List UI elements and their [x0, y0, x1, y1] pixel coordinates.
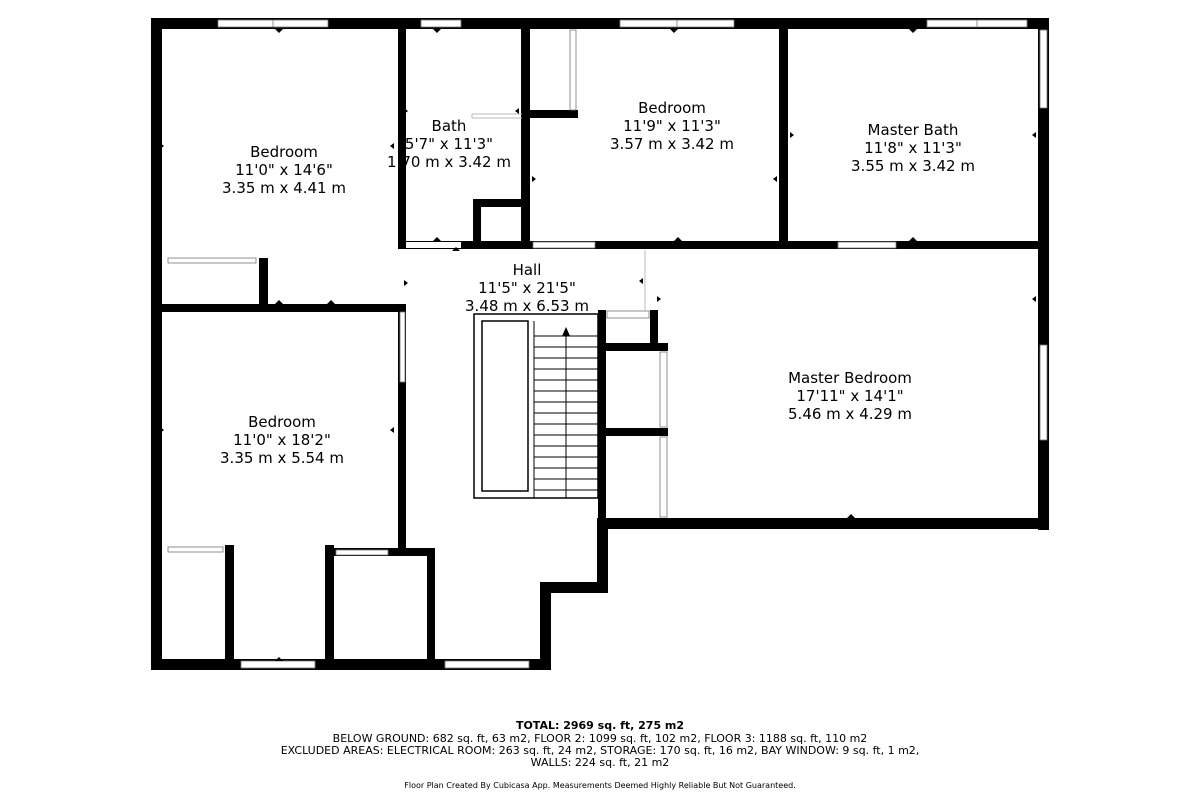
area-breakdown-line-1: BELOW GROUND: 682 sq. ft, 63 m2, FLOOR 2: 1099 sq. ft, 102 m2, FLOOR 3: 1188 sq. ft, 110 m2	[332, 732, 868, 745]
room-name: Bath	[431, 117, 467, 135]
room-name: Bedroom	[248, 413, 316, 431]
room-label-hall	[465, 261, 589, 315]
room-dims-metric: 3.48 m x 6.53 m	[465, 297, 589, 315]
credit-note: Floor Plan Created By Cubicasa App. Measurements Deemed Highly Reliable But Not Guaranteed.	[404, 781, 796, 790]
room-label-bedroom-bottom-left	[220, 413, 344, 467]
area-breakdown-line-2: EXCLUDED AREAS: ELECTRICAL ROOM: 263 sq. ft, 24 m2, STORAGE: 170 sq. ft, 16 m2, BAY WINDOW: 9 sq. ft, 1 m2,	[280, 744, 920, 757]
room-label-bedroom-top-left	[222, 143, 346, 197]
room-dims-imperial: 5'7" x 11'3"	[404, 135, 494, 153]
room-dims-imperial: 11'0" x 18'2"	[233, 431, 331, 449]
room-label-bath	[387, 117, 511, 171]
room-name: Bedroom	[638, 99, 706, 117]
room-name: Hall	[512, 261, 542, 279]
room-dims-metric: 1.70 m x 3.42 m	[387, 153, 511, 171]
room-name: Bedroom	[250, 143, 318, 161]
room-name: Master Bath	[867, 121, 959, 139]
room-label-bedroom-top-center	[610, 99, 734, 153]
room-label-master-bedroom	[788, 369, 912, 423]
room-dims-imperial: 11'8" x 11'3"	[864, 139, 962, 157]
room-dims-imperial: 11'0" x 14'6"	[235, 161, 333, 179]
stairs	[474, 314, 598, 498]
room-label-master-bath	[851, 121, 975, 175]
room-dims-metric: 3.35 m x 4.41 m	[222, 179, 346, 197]
room-dims-metric: 3.57 m x 3.42 m	[610, 135, 734, 153]
room-dims-metric: 3.35 m x 5.54 m	[220, 449, 344, 467]
room-dims-metric: 3.55 m x 3.42 m	[851, 157, 975, 175]
room-dims-metric: 5.46 m x 4.29 m	[788, 405, 912, 423]
room-dims-imperial: 11'9" x 11'3"	[623, 117, 721, 135]
area-breakdown-line-3: WALLS: 224 sq. ft, 21 m2	[530, 756, 670, 769]
total-area: TOTAL: 2969 sq. ft, 275 m2	[515, 719, 685, 732]
room-name: Master Bedroom	[788, 369, 912, 387]
room-dims-imperial: 11'5" x 21'5"	[478, 279, 576, 297]
room-dims-imperial: 17'11" x 14'1"	[796, 387, 904, 405]
